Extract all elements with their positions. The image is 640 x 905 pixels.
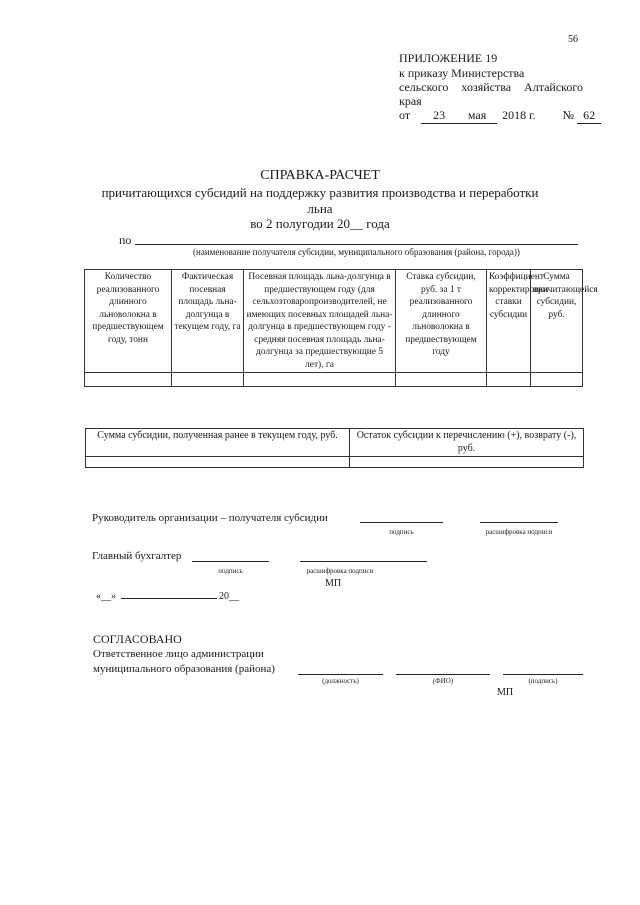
appendix-year: 2018 г. (502, 108, 536, 122)
accountant-decoding-line[interactable] (300, 561, 427, 562)
appendix-number-label: № (562, 108, 575, 122)
agreed-position-line[interactable] (298, 674, 383, 675)
header-received-earlier: Сумма субсидии, полученная ранее в текущем году, руб. (86, 429, 350, 457)
appendix-line2: сельского хозяйства Алтайского (399, 80, 584, 94)
po-label: по (119, 233, 132, 247)
appendix-from-label: от (399, 108, 411, 122)
header-coefficient: Коэффициент корректировки ставки субсидии (487, 270, 531, 373)
appendix-number: 62 (577, 108, 601, 124)
table-header-row (86, 429, 584, 457)
table-cell[interactable] (85, 373, 172, 387)
agreed-signature-line[interactable] (503, 674, 583, 675)
head-decoding-caption: расшифровка подписи (485, 528, 553, 536)
agreed-title: СОГЛАСОВАНО (93, 632, 182, 646)
header-flax-fiber-tons: Количество реализованного длинного льноволокна в предшествующем году, тонн (85, 270, 172, 373)
accountant-decoding-caption: расшифровка подписи (306, 567, 374, 575)
subsidy-calc-table (84, 269, 598, 387)
header-rate: Ставка субсидии, руб. за 1 т реализованного длинного льноволокна в предшествующем году (396, 270, 487, 373)
page-number: 56 (568, 34, 578, 45)
head-label: Руководитель организации – получателя субсидии (92, 512, 328, 524)
doc-subtitle-line1: причитающихся субсидий на поддержку развития производства и переработки (101, 185, 539, 200)
stamp-mp: МП (325, 578, 342, 589)
head-signature-caption: подпись (389, 528, 414, 536)
appendix-month: мая (457, 108, 497, 124)
agreed-fio-line[interactable] (396, 674, 490, 675)
doc-subtitle-line3: во 2 полугодии 20__ года (250, 216, 390, 231)
doc-subtitle-line2: льна (307, 201, 333, 216)
date-quote: «__» (96, 591, 116, 602)
table-header-row (85, 270, 583, 373)
recipient-line[interactable] (135, 244, 578, 245)
subsidy-balance-table (85, 428, 584, 468)
accountant-signature-line[interactable] (192, 561, 269, 562)
date-month-blank[interactable] (121, 598, 217, 599)
appendix-line1: к приказу Министерства (399, 66, 525, 80)
table-cell[interactable] (350, 457, 584, 468)
table-cell[interactable] (172, 373, 244, 387)
date-year: 20__ (219, 591, 239, 602)
table-cell[interactable] (86, 457, 350, 468)
table-cell[interactable] (531, 373, 583, 387)
head-signature-line[interactable] (360, 522, 443, 523)
head-decoding-line[interactable] (480, 522, 558, 523)
header-actual-area: Фактическая посевная площадь льна-долгунца в текущем году, га (172, 270, 244, 373)
header-balance: Остаток субсидии к перечислению (+), возврату (-), руб. (350, 429, 584, 457)
date-line (96, 591, 239, 602)
appendix-date-line (399, 108, 601, 124)
doc-title: СПРАВКА-РАСЧЕТ (260, 168, 380, 183)
agreed-signature-caption: (подпись) (528, 677, 558, 685)
appendix-day: 23 (421, 108, 457, 124)
agreed-fio-caption: (ФИО) (432, 677, 454, 685)
agreed-position-caption: (должность) (322, 677, 359, 685)
table-row[interactable] (85, 373, 583, 387)
agreed-line2: муниципального образования (района) (93, 663, 275, 675)
table-cell[interactable] (244, 373, 396, 387)
accountant-label: Главный бухгалтер (92, 550, 182, 562)
table-row[interactable] (86, 457, 584, 468)
header-prev-area: Посевная площадь льна-долгунца в предшествующем году (для сельхозтоваропроизводителей, не имеющих посевных площадей льна-долгунца в предшествующем году - средняя посевная площадь льна-долгунца за предшествующие 5 лет), га (244, 270, 396, 373)
appendix-line3: края (399, 94, 422, 108)
agreed-line1: Ответственное лицо администрации (93, 648, 264, 660)
recipient-caption: (наименование получателя субсидии, муниципального образования (района, города)) (193, 247, 520, 257)
header-sum-due: Сумма причитающейся субсидии, руб. (531, 270, 583, 373)
table-cell[interactable] (396, 373, 487, 387)
appendix-title: ПРИЛОЖЕНИЕ 19 (399, 51, 498, 65)
agreed-stamp-mp: МП (497, 687, 514, 698)
table-cell[interactable] (487, 373, 531, 387)
accountant-signature-caption: подпись (218, 567, 243, 575)
